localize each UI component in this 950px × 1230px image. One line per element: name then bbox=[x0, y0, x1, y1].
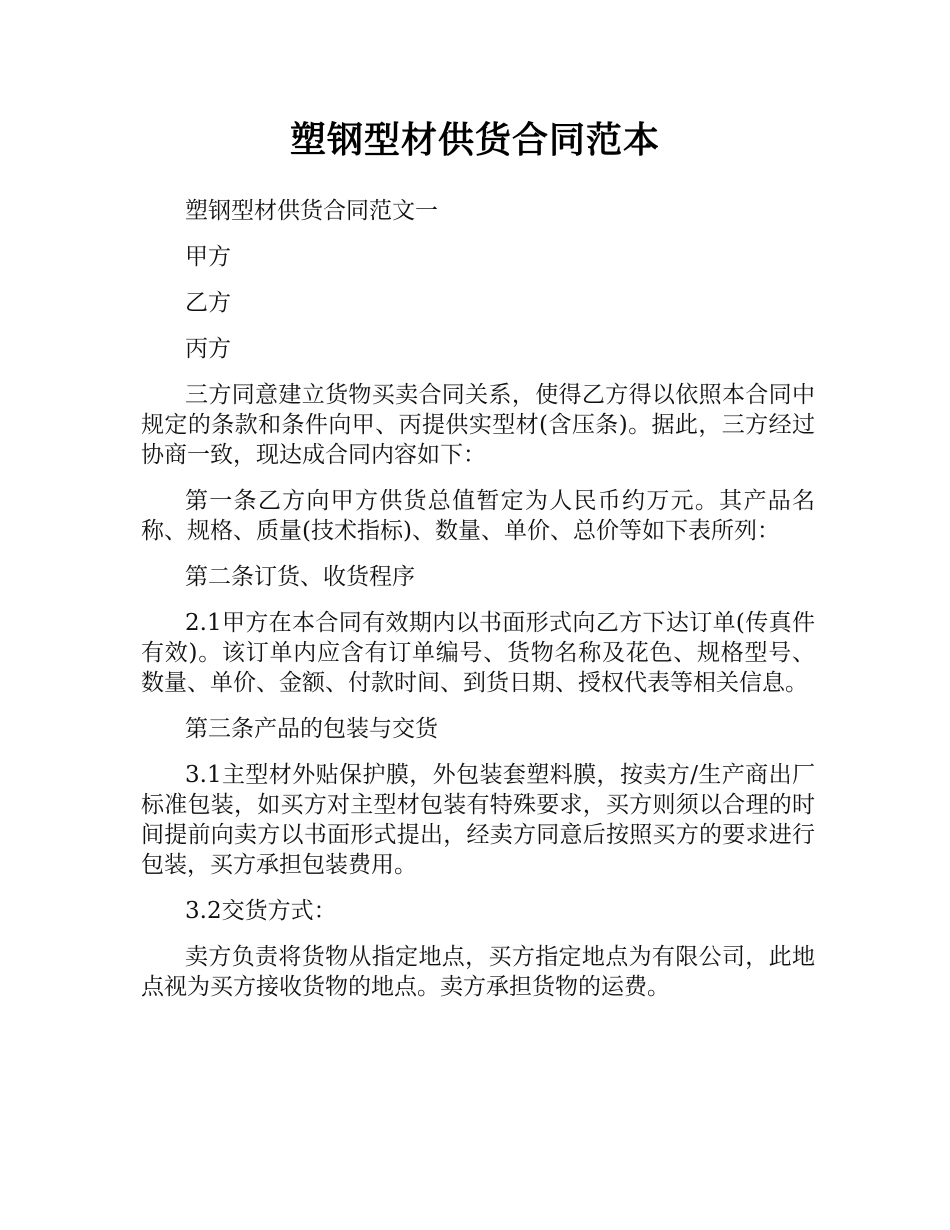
paragraph-delivery: 卖方负责将货物从指定地点，买方指定地点为有限公司，此地点视为买方接收货物的地点。卖方承担货物的运费。 bbox=[141, 944, 815, 1000]
paragraph-article-2-heading: 第二条订货、收货程序 bbox=[185, 564, 415, 590]
paragraph-article-3-heading: 第三条产品的包装与交货 bbox=[185, 716, 438, 742]
paragraph-agreement: 三方同意建立货物买卖合同关系，使得乙方得以依照本合同中规定的条款和条件向甲、丙提供实型材(含压条)。据此，三方经过协商一致，现达成合同内容如下： bbox=[141, 382, 815, 468]
paragraph-party-c: 丙方 bbox=[185, 336, 231, 362]
paragraph-clause-2-1: 2.1甲方在本合同有效期内以书面形式向乙方下达订单(传真件有效)。该订单内应含有订单编号、货物名称及花色、规格型号、数量、单价、金额、付款时间、到货日期、授权代表等相关信息。 bbox=[141, 610, 815, 696]
document-title: 塑钢型材供货合同范本 bbox=[289, 120, 660, 161]
paragraph-clause-3-1: 3.1主型材外贴保护膜，外包装套塑料膜，按卖方/生产商出厂标准包装，如买方对主型材包装有特殊要求，买方则须以合理的时间提前向卖方以书面形式提出，经卖方同意后按照买方的要求进行包装，买方承担包装费用。 bbox=[141, 762, 815, 878]
document-body bbox=[141, 196, 815, 1018]
paragraph-clause-3-2: 3.2交货方式： bbox=[185, 898, 337, 924]
paragraph-article-1: 第一条乙方向甲方供货总值暂定为人民币约万元。其产品名称、规格、质量(技术指标)、数量、单价、总价等如下表所列： bbox=[141, 488, 815, 544]
paragraph-party-a: 甲方 bbox=[185, 244, 231, 270]
paragraph-subtitle: 塑钢型材供货合同范文一 bbox=[185, 198, 438, 224]
paragraph-party-b: 乙方 bbox=[185, 290, 231, 316]
